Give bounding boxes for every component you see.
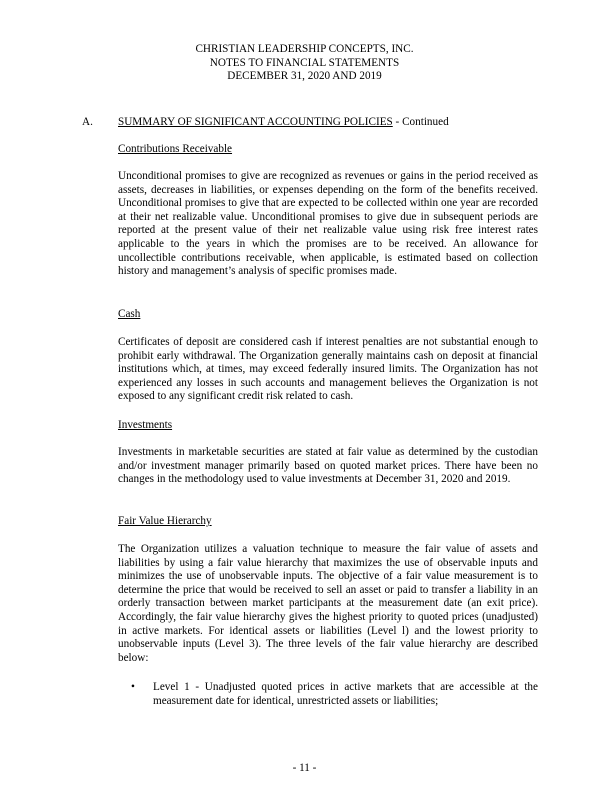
section-title-suffix: - Continued bbox=[392, 116, 449, 128]
bullet-level-1: Level 1 - Unadjusted quoted prices in active markets that are accessible at the measurement date for identical, unrestricted assets or liabilities; bbox=[153, 681, 538, 707]
section-title-text: SUMMARY OF SIGNIFICANT ACCOUNTING POLICIES bbox=[118, 116, 393, 128]
document-header bbox=[0, 43, 609, 84]
investments-heading: Investments bbox=[118, 419, 173, 431]
section-letter: A. bbox=[82, 116, 93, 128]
contributions-paragraph: Unconditional promises to give are recognized as revenues or gains in the period received as assets, decreases in liabilities, or expenses depending on the form of the benefits received. Unconditional promises to give that are expected to be collected within one year are recorded at their net realizable value. Unconditional promises to give due in subsequent periods are reported at the present value of their net realizable value using risk free interest rates applicable to the years in which the promises are to be received. An allowance for uncollectible contributions receivable, when applicable, is estimated based on collection history and management’s analysis of specific promises made. bbox=[118, 170, 538, 278]
cash-paragraph: Certificates of deposit are considered cash if interest penalties are not substantial enough to prohibit early withdrawal. The Organization generally maintains cash on deposit at financial institutions which, at times, may exceed federally insured limits. The Organization has not experienced any losses in such accounts and management believes the Organization is not exposed to any significant credit risk related to cash. bbox=[118, 336, 538, 403]
document-date: DECEMBER 31, 2020 AND 2019 bbox=[227, 70, 382, 82]
section-title bbox=[118, 116, 449, 128]
document-title: NOTES TO FINANCIAL STATEMENTS bbox=[209, 56, 400, 69]
bullet-symbol: • bbox=[131, 681, 135, 693]
cash-heading: Cash bbox=[118, 308, 141, 320]
investments-paragraph: Investments in marketable securities are stated at fair value as determined by the custodian and/or investment manager primarily based on quoted market prices. There have been no changes in the methodology used to value investments at December 31, 2020 and 2019. bbox=[118, 446, 538, 486]
page-number: - 11 - bbox=[292, 762, 317, 774]
fair-value-paragraph: The Organization utilizes a valuation technique to measure the fair value of assets and liabilities by using a fair value hierarchy that maximizes the use of observable inputs and minimizes the use of unobservable inputs. The objective of a fair value measurement is to determine the price that would be received to sell an asset or paid to transfer a liability in an orderly transaction between market participants at the measurement date (an exit price). Accordingly, the fair value hierarchy gives the highest priority to quoted prices (unadjusted) in active markets. For identical assets or liabilities (Level l) and the lowest priority to unobservable inputs (Level 3). The three levels of the fair value hierarchy are described below: bbox=[118, 543, 538, 664]
contributions-heading: Contributions Receivable bbox=[118, 143, 233, 155]
organization-name: CHRISTIAN LEADERSHIP CONCEPTS, INC. bbox=[195, 43, 414, 55]
fair-value-heading: Fair Value Hierarchy bbox=[118, 515, 212, 527]
